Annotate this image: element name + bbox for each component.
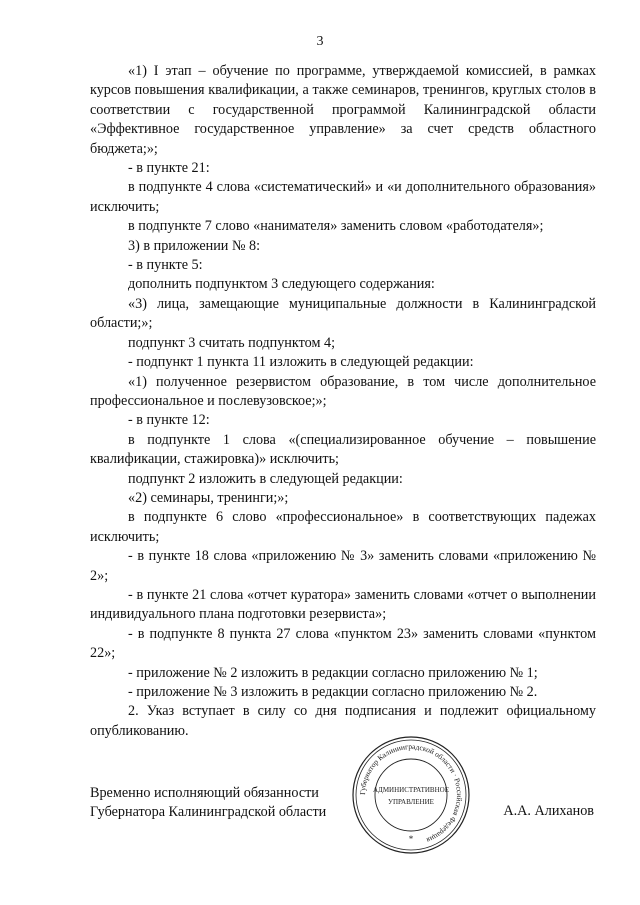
paragraph: «2) семинары, тренинги;»; — [128, 489, 289, 506]
paragraph: дополнить подпунктом 3 следующего содержания: — [128, 276, 435, 293]
signature-block — [90, 784, 390, 823]
paragraph: в подпункте 4 слова «систематический» и «и дополнительного образования» исключить; — [90, 179, 596, 215]
paragraph: - в пункте 12: — [128, 412, 210, 429]
paragraph: - в пункте 21: — [128, 160, 210, 177]
paragraph: подпункт 2 изложить в следующей редакции: — [128, 470, 403, 487]
paragraph: - в пункте 21 слова «отчет куратора» заменить словами «отчет о выполнении индивидуального плана подготовки резервиста»; — [90, 586, 596, 623]
paragraph: - в пункте 18 слова «приложению № 3» заменить словами «приложению № 2»; — [90, 548, 596, 584]
paragraph: 3) в приложении № 8: — [128, 237, 261, 254]
page-number: 3 — [316, 34, 324, 49]
paragraph: - в подпункте 8 пункта 27 слова «пунктом 23» заменить словами «пунктом 22»; — [90, 625, 596, 662]
document-body — [90, 62, 596, 741]
paragraph: в подпункте 6 слово «профессиональное» в соответствующих падежах исключить; — [90, 509, 596, 545]
signature-title-1: Временно исполняющий обязанности — [90, 785, 319, 801]
paragraph: - в пункте 5: — [128, 257, 203, 274]
paragraph: подпункт 3 считать подпунктом 4; — [128, 334, 336, 351]
paragraph: - приложение № 3 изложить в редакции согласно приложению № 2. — [128, 684, 538, 700]
seal-center-1: АДМИНИСТРАТИВНОЕ — [373, 786, 449, 794]
svg-text:*: * — [408, 834, 414, 844]
seal-ring-text: Губернатор Калининградской области · Российская Федерация — [357, 741, 465, 846]
paragraph: в подпункте 7 слово «нанимателя» заменить словом «работодателя»; — [128, 218, 544, 235]
paragraph: «1) полученное резервистом образование, в том числе дополнительное профессиональное и послевузовское;»; — [90, 373, 596, 409]
paragraph: «1) I этап – обучение по программе, утверждаемой комиссией, в рамках курсов повышения квалификации, а также семинаров, тренингов, круглых столов в соответствии с государственной программой Калининградской области «Эффективное государственное управление» за счет средств областного бюджета;»; — [90, 63, 596, 157]
signatory-name: А.А. Алиханов — [503, 803, 594, 819]
paragraph: «3) лица, замещающие муниципальные должности в Калининградской области;»; — [90, 295, 596, 332]
paragraph: - приложение № 2 изложить в редакции согласно приложению № 1; — [128, 664, 538, 681]
paragraph: в подпункте 1 слова «(специализированное обучение – повышение квалификации, стажировка)» исключить; — [90, 431, 596, 468]
paragraph: - подпункт 1 пункта 11 изложить в следующей редакции: — [128, 354, 474, 371]
paragraph: 2. Указ вступает в силу со дня подписания и подлежит официальному опубликованию. — [90, 703, 596, 739]
signature-title-2: Губернатора Калининградской области — [90, 804, 327, 821]
seal-center-2: УПРАВЛЕНИЕ — [388, 798, 434, 806]
